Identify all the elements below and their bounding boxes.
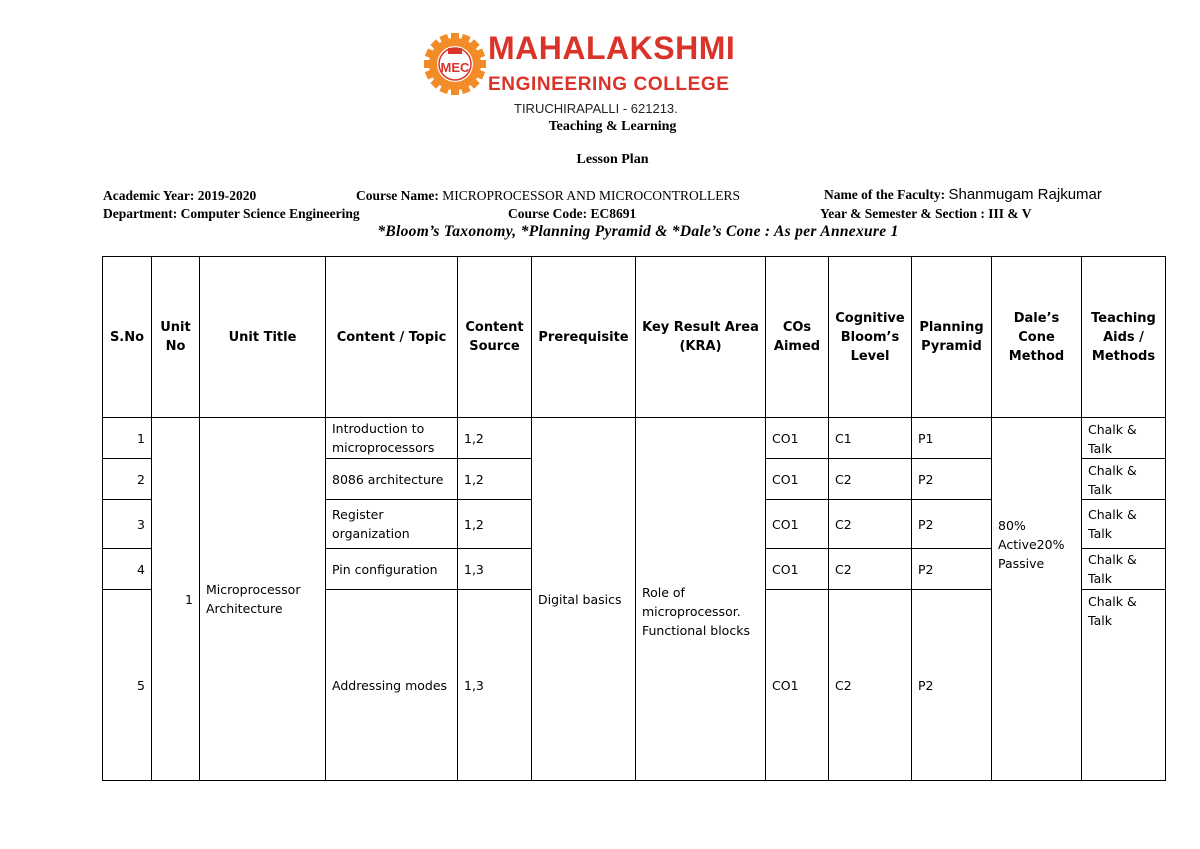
cell-topic: Pin configuration [326, 549, 458, 590]
cell-source: 1,3 [458, 549, 532, 590]
lesson-plan-table [102, 256, 1166, 781]
header-teaching-aids: Teaching Aids / Methods [1082, 257, 1166, 418]
cell-topic: Introduction to microprocessors [326, 418, 458, 459]
course-name [356, 188, 740, 204]
department: Department: Computer Science Engineering [103, 206, 360, 221]
faculty-label: Name of the Faculty: [824, 187, 946, 202]
cell-dales-cone: 80% Active20% Passive [992, 418, 1082, 781]
gear-emblem-icon [423, 32, 487, 96]
cell-pyramid: P2 [912, 500, 992, 549]
cell-unit-no: 1 [152, 418, 200, 781]
section-title: Teaching & Learning [548, 119, 677, 134]
cell-unit-title: Microprocessor Architecture [200, 418, 326, 781]
cell-pyramid: P2 [912, 590, 992, 781]
cell-source: 1,2 [458, 459, 532, 500]
cell-pyramid: P1 [912, 418, 992, 459]
header-kra: Key Result Area (KRA) [636, 257, 766, 418]
academic-year: Academic Year: 2019-2020 [103, 188, 257, 203]
header-sno: S.No [103, 257, 152, 418]
cell-aid: Chalk & Talk [1082, 418, 1166, 459]
cell-prerequisite: Digital basics [532, 418, 636, 781]
course-name-label: Course Name: [356, 188, 439, 203]
college-subtitle: ENGINEERING COLLEGE [488, 74, 730, 95]
cell-topic: Addressing modes [326, 590, 458, 781]
header-cos-aimed: COs Aimed [766, 257, 829, 418]
cell-source: 1,2 [458, 418, 532, 459]
header-unit-no: Unit No [152, 257, 200, 418]
cell-co: CO1 [766, 549, 829, 590]
header-prerequisite: Prerequisite [532, 257, 636, 418]
doc-title: Lesson Plan [576, 152, 649, 167]
cell-sno: 2 [103, 459, 152, 500]
cell-co: CO1 [766, 590, 829, 781]
table-header-row [103, 257, 1166, 418]
faculty-name: Shanmugam Rajkumar [948, 186, 1102, 203]
cell-aid: Chalk & Talk [1082, 549, 1166, 590]
cell-aid: Chalk & Talk [1082, 500, 1166, 549]
cell-co: CO1 [766, 500, 829, 549]
emblem-text: MEC [440, 60, 470, 75]
cell-aid: Chalk & Talk [1082, 459, 1166, 500]
faculty [824, 186, 1102, 203]
cell-bloom: C2 [829, 590, 912, 781]
annexure-note: *Bloom’s Taxonomy, *Planning Pyramid & *Dale’s Cone : As per Annexure 1 [377, 223, 899, 240]
cell-bloom: C2 [829, 549, 912, 590]
cell-topic: 8086 architecture [326, 459, 458, 500]
cell-pyramid: P2 [912, 549, 992, 590]
cell-bloom: C1 [829, 418, 912, 459]
cell-sno: 4 [103, 549, 152, 590]
year-semester: Year & Semester & Section : III & V [820, 206, 1032, 221]
header-unit-title: Unit Title [200, 257, 326, 418]
college-name: MAHALAKSHMI [488, 30, 736, 66]
college-location: TIRUCHIRAPALLI - 621213. [514, 101, 678, 116]
cell-sno: 5 [103, 590, 152, 781]
cell-kra: Role of microprocessor. Functional blocks [636, 418, 766, 781]
cell-pyramid: P2 [912, 459, 992, 500]
course-name-value: MICROPROCESSOR AND MICROCONTROLLERS [442, 188, 741, 203]
cell-aid: Chalk & Talk [1082, 590, 1166, 781]
cell-sno: 1 [103, 418, 152, 459]
cell-bloom: C2 [829, 459, 912, 500]
cell-source: 1,3 [458, 590, 532, 781]
header-blooms-level: Cognitive Bloom’s Level [829, 257, 912, 418]
header-dales-cone: Dale’s Cone Method [992, 257, 1082, 418]
course-code: Course Code: EC8691 [508, 206, 637, 221]
header-content-source: Content Source [458, 257, 532, 418]
cell-topic: Register organization [326, 500, 458, 549]
cell-source: 1,2 [458, 500, 532, 549]
header-content-topic: Content / Topic [326, 257, 458, 418]
cell-sno: 3 [103, 500, 152, 549]
cell-co: CO1 [766, 459, 829, 500]
cell-co: CO1 [766, 418, 829, 459]
cell-bloom: C2 [829, 500, 912, 549]
table-row [103, 418, 1166, 459]
header-planning-pyramid: Planning Pyramid [912, 257, 992, 418]
